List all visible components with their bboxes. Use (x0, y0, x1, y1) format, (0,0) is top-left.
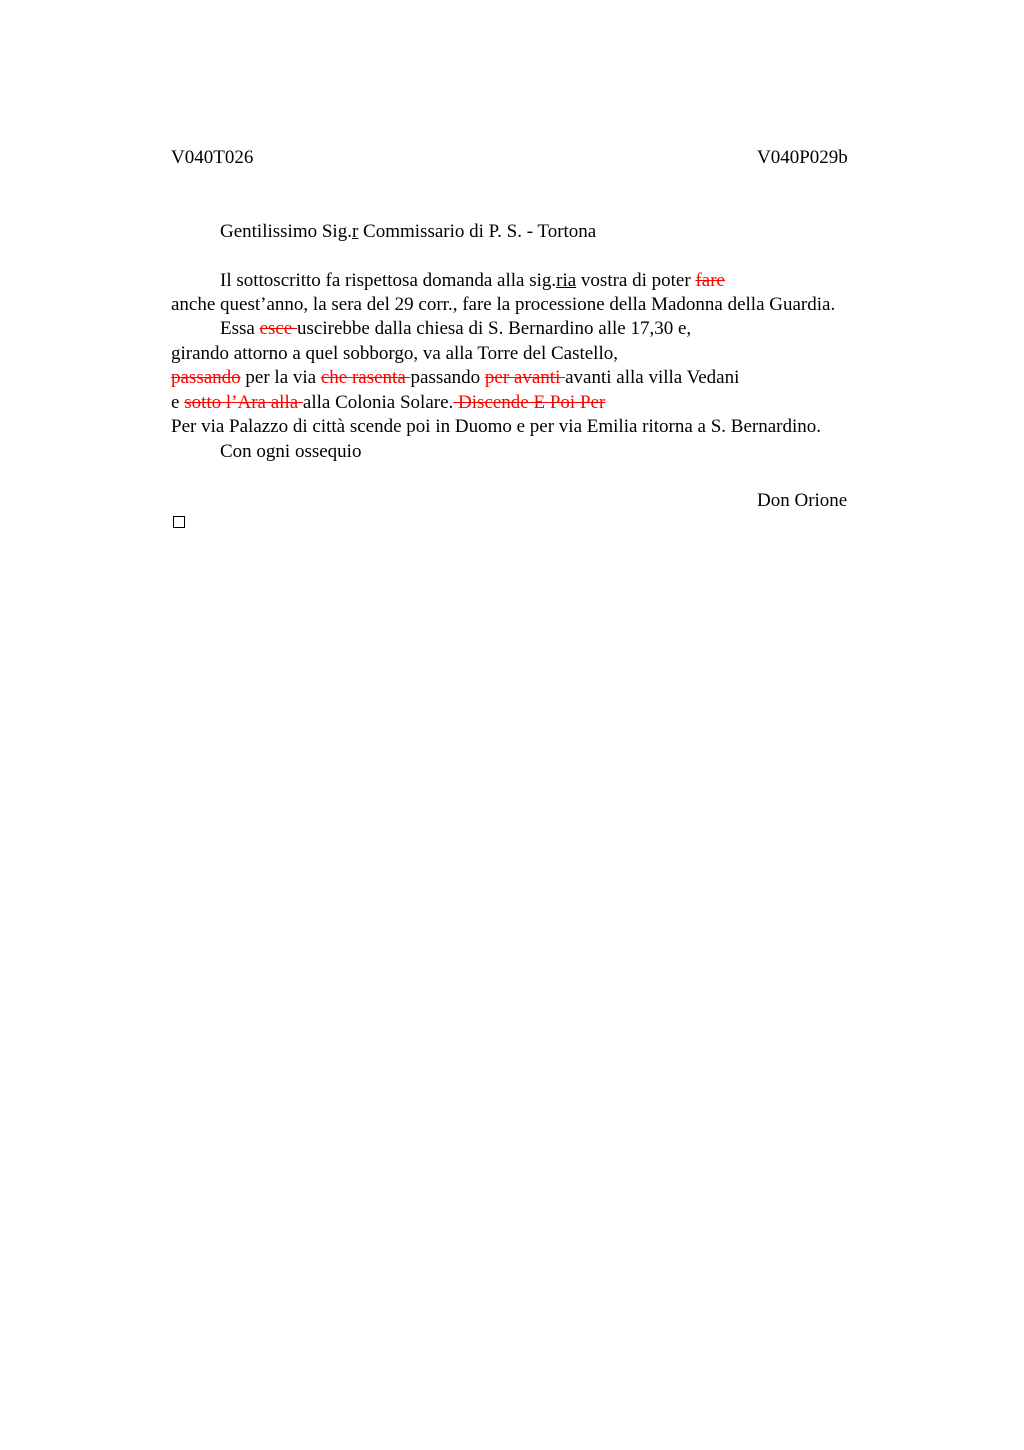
body-text: passando (410, 367, 485, 388)
deleted-text: che rasenta (320, 367, 411, 388)
deleted-text: esce (259, 318, 298, 339)
deleted-text: sotto l’Ara alla (184, 392, 303, 413)
salutation-recipient: Commissario di P. S. - Tortona (358, 221, 597, 242)
abbreviation-underlined: ria (556, 270, 577, 291)
body-line-2: anche quest’anno, la sera del 29 corr., fare la processione della Madonna della Guardia. (171, 294, 836, 315)
body-text: vostra di poter (576, 270, 696, 291)
body-line-6 (171, 391, 605, 415)
salutation (220, 220, 596, 244)
body-line-1 (220, 269, 725, 293)
document-code-right: V040P029b (757, 147, 848, 168)
deleted-text: Discende E Poi Per (453, 392, 606, 413)
body-text: e (171, 392, 185, 413)
body-line-7: Per via Palazzo di città scende poi in Duomo e per via Emilia ritorna a S. Bernardino. (171, 416, 822, 437)
body-line-3 (220, 317, 691, 341)
body-text: uscirebbe dalla chiesa di S. Bernardino alle 17,30 e, (297, 318, 692, 339)
body-text: Il sottoscritto fa rispettosa domanda alla sig. (220, 270, 557, 291)
signature: Don Orione (757, 490, 848, 511)
salutation-superscript-abbrev: r (351, 221, 359, 242)
body-text: Essa (220, 318, 260, 339)
deleted-text: per avanti (484, 367, 566, 388)
closing-greeting: Con ogni ossequio (220, 441, 362, 462)
deleted-text: fare (695, 270, 725, 291)
body-line-5 (171, 366, 739, 390)
body-text: alla Colonia Solare. (302, 392, 454, 413)
document-code-left: V040T026 (171, 147, 254, 168)
body-text: avanti alla villa Vedani (565, 367, 740, 388)
body-text: per la via (240, 367, 321, 388)
deleted-text: passando (171, 367, 241, 388)
salutation-text: Gentilissimo Sig. (220, 221, 352, 242)
checkbox-glyph (173, 516, 185, 528)
body-line-4: girando attorno a quel sobborgo, va alla Torre del Castello, (171, 343, 618, 364)
